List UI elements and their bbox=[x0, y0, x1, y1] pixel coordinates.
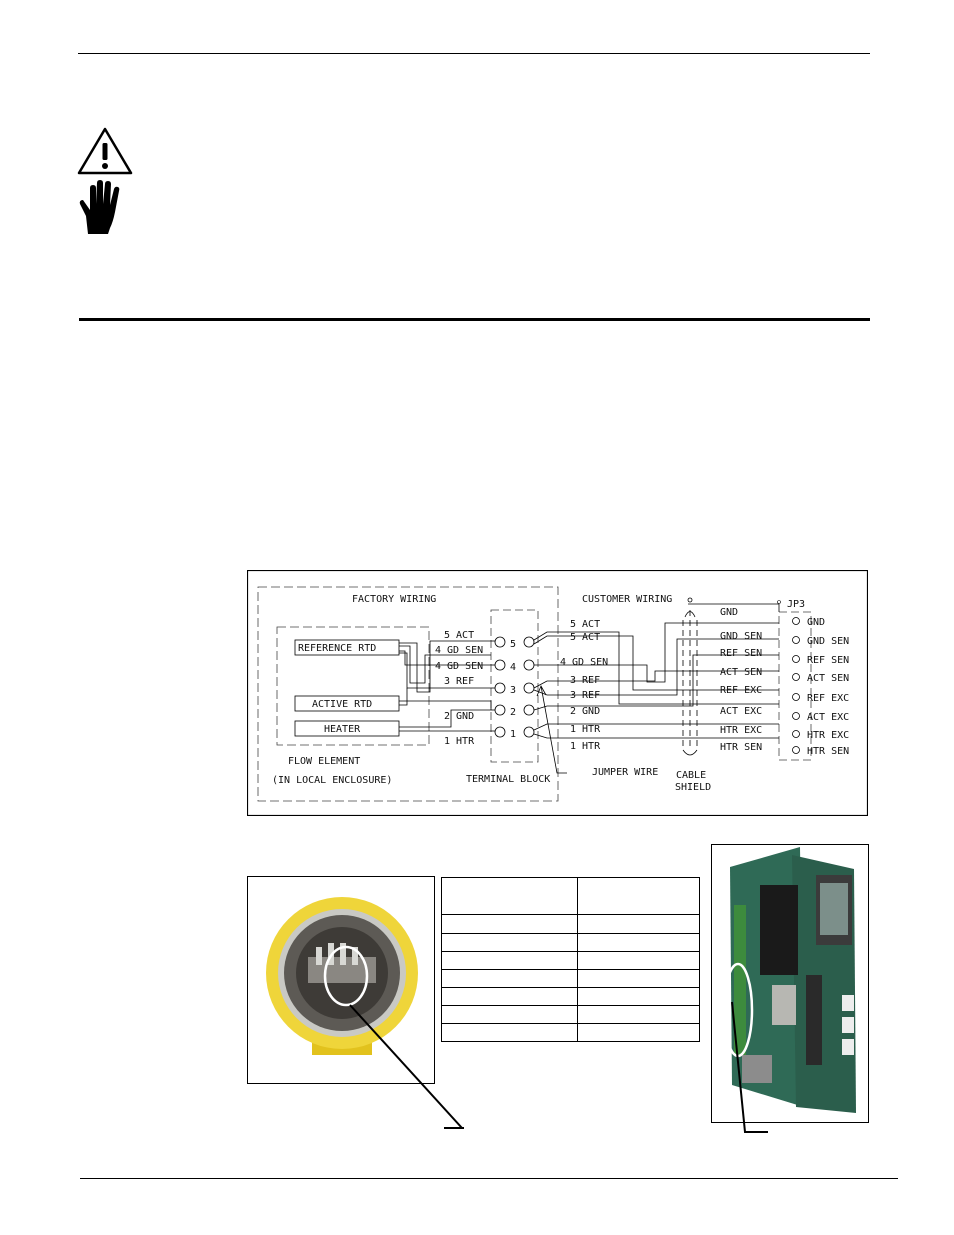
signal-label: REF SEN bbox=[720, 648, 763, 659]
signal-label: HTR SEN bbox=[720, 742, 763, 753]
customer-wiring-label: CUSTOMER WIRING bbox=[582, 594, 673, 605]
factory-wiring-label: FACTORY WIRING bbox=[352, 594, 437, 605]
terminal-number: 1 bbox=[510, 729, 517, 740]
wire-label: 3 REF bbox=[444, 676, 475, 687]
terminal-block-label: TERMINAL BLOCK bbox=[466, 774, 551, 785]
jp3-pin-label: ACT EXC bbox=[807, 712, 850, 723]
wire-label: 3 REF bbox=[570, 690, 601, 701]
jp3-pin-label: ACT SEN bbox=[807, 673, 850, 684]
callout-lines bbox=[340, 1000, 780, 1140]
wire-label: 1 HTR bbox=[570, 724, 601, 735]
gnd-label: GND bbox=[720, 607, 739, 618]
wire-label: 1 HTR bbox=[444, 736, 475, 747]
heater-label: HEATER bbox=[324, 724, 361, 735]
wire-label: 4 GD SEN bbox=[435, 645, 484, 656]
local-enclosure-label: (IN LOCAL ENCLOSURE) bbox=[272, 775, 393, 786]
signal-label: ACT SEN bbox=[720, 667, 763, 678]
wire-label: 5 ACT bbox=[570, 632, 601, 643]
jp3-pin-label: GND SEN bbox=[807, 636, 850, 647]
active-rtd-label: ACTIVE RTD bbox=[312, 699, 373, 710]
jp3-pin-label: HTR SEN bbox=[807, 746, 850, 757]
terminal-number: 3 bbox=[510, 685, 517, 696]
shield-label: SHIELD bbox=[675, 782, 712, 793]
terminal-number: 4 bbox=[510, 662, 517, 673]
signal-label: REF EXC bbox=[720, 685, 763, 696]
stop-hand-icon bbox=[78, 180, 128, 236]
wiring-diagram bbox=[247, 570, 868, 816]
signal-label: GND SEN bbox=[720, 631, 763, 642]
jp3-label: JP3 bbox=[787, 599, 806, 610]
terminal-number: 2 bbox=[510, 707, 517, 718]
flow-element-label: FLOW ELEMENT bbox=[288, 756, 361, 767]
wire-label: 4 GD SEN bbox=[435, 661, 484, 672]
cable-label: CABLE bbox=[676, 770, 707, 781]
jp3-pin-label: GND bbox=[807, 617, 826, 628]
wire-label: 5 ACT bbox=[570, 619, 601, 630]
warning-triangle-icon bbox=[76, 126, 134, 176]
jp3-pin-label: REF EXC bbox=[807, 693, 850, 704]
header-rule bbox=[78, 53, 870, 54]
wire-label: 4 GD SEN bbox=[560, 657, 609, 668]
wire-label: 3 REF bbox=[570, 675, 601, 686]
reference-rtd-label: REFERENCE RTD bbox=[298, 643, 377, 654]
jp3-pin-label: REF SEN bbox=[807, 655, 850, 666]
jumper-wire-label: JUMPER WIRE bbox=[592, 767, 659, 778]
wire-label: 2 GND bbox=[444, 711, 475, 722]
jp3-pin-label: HTR EXC bbox=[807, 730, 850, 741]
section-rule bbox=[79, 318, 870, 321]
wire-label: 1 HTR bbox=[570, 741, 601, 752]
signal-label: HTR EXC bbox=[720, 725, 763, 736]
footer-rule bbox=[80, 1178, 898, 1179]
signal-label: ACT EXC bbox=[720, 706, 763, 717]
wire-label: 2 GND bbox=[570, 706, 601, 717]
wire-label: 5 ACT bbox=[444, 630, 475, 641]
terminal-number: 5 bbox=[510, 639, 517, 650]
